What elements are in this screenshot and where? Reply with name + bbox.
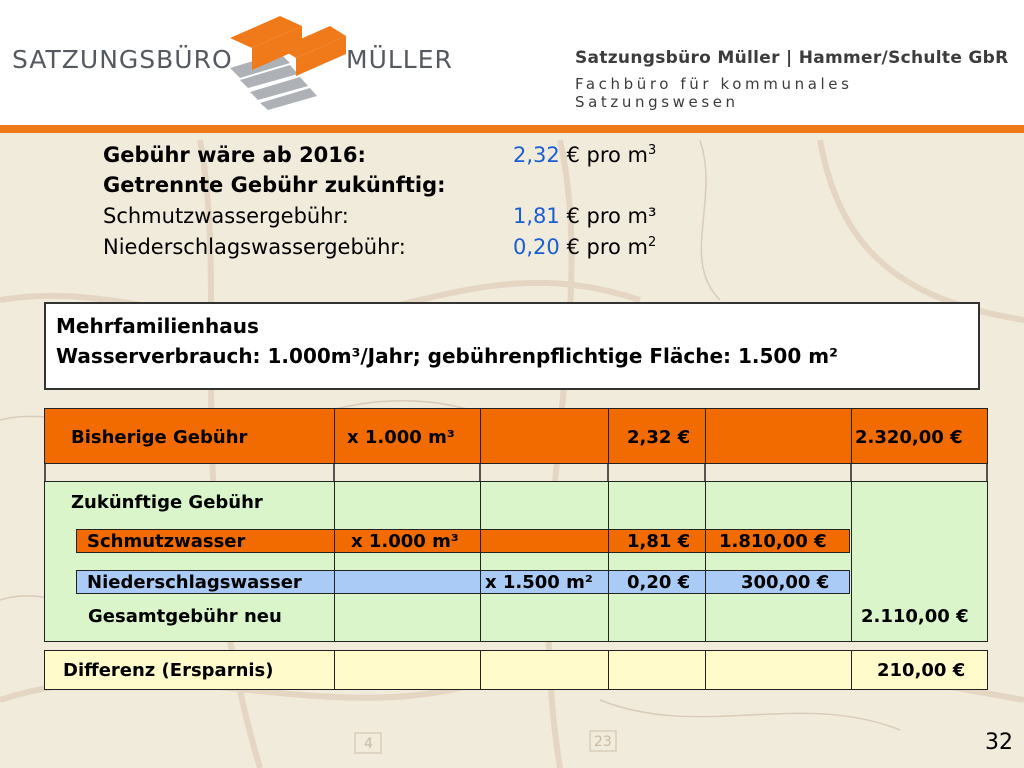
company-logo-icon (220, 8, 350, 118)
header (0, 0, 1024, 125)
rain-rate-exponent: 2 (647, 235, 657, 250)
future-fee-label: Zukünftige Gebühr (71, 492, 263, 513)
rain-rate: 0,20 € (627, 572, 691, 593)
new-total-value: 2.110,00 € (861, 606, 969, 627)
split-rate-heading: Getrennte Gebühr zukünftig: (103, 173, 446, 197)
sewage-amount: 1.810,00 € (719, 531, 827, 552)
table-cell (335, 482, 481, 641)
svg-text:23: 23 (594, 734, 612, 750)
table-cell (335, 651, 481, 689)
table-cell (706, 482, 852, 641)
combined-rate-value-group (513, 143, 656, 167)
previous-fee-row (44, 408, 988, 464)
rain-rate-value-group (513, 235, 656, 259)
difference-row (44, 650, 988, 690)
table-cell (609, 651, 706, 689)
difference-label: Differenz (Ersparnis) (63, 660, 274, 681)
sewage-rate-line (103, 204, 657, 228)
rain-rate-label: Niederschlagswassergebühr: (103, 235, 406, 259)
new-total-label: Gesamtgebühr neu (88, 606, 282, 627)
sewage-label: Schmutzwasser (87, 531, 246, 552)
combined-rate-line (103, 143, 657, 167)
row-connector (44, 464, 988, 482)
table-cell (609, 482, 706, 641)
previous-fee-rate: 2,32 € (627, 427, 691, 448)
header-divider (0, 125, 1024, 133)
rain-rate-value: 0,20 (513, 235, 560, 259)
house-usage: Wasserverbrauch: 1.000m³/Jahr; gebührenpflichtige Fläche: 1.500 m² (56, 344, 838, 368)
table-cell (335, 571, 481, 593)
rain-amount: 300,00 € (741, 572, 830, 593)
logo-text-left: SATZUNGSBÜRO (12, 45, 233, 74)
rain-rate-line (103, 235, 657, 259)
logo-text-right: MÜLLER (346, 45, 453, 74)
svg-text:4: 4 (364, 736, 373, 752)
table-cell (481, 409, 609, 463)
combined-rate-label: Gebühr wäre ab 2016: (103, 143, 366, 167)
firm-subtitle: Fachbüro für kommunales Satzungswesen (575, 75, 853, 111)
combined-rate-unit: € pro m (566, 143, 648, 167)
previous-fee-qty: x 1.000 m³ (347, 427, 455, 448)
rain-label: Niederschlagswasser (87, 572, 302, 593)
rain-row (76, 570, 850, 594)
sewage-rate-label: Schmutzwassergebühr: (103, 204, 349, 228)
combined-rate-value: 2,32 (513, 143, 560, 167)
difference-value: 210,00 € (877, 660, 966, 681)
sewage-qty: x 1.000 m³ (351, 531, 459, 552)
sewage-row (76, 529, 850, 553)
table-cell (481, 482, 609, 641)
table-cell (481, 651, 609, 689)
sewage-rate: 1,81 € (627, 531, 691, 552)
firm-title: Satzungsbüro Müller | Hammer/Schulte GbR (575, 48, 1009, 68)
table-cell (706, 409, 852, 463)
table-cell (706, 651, 852, 689)
house-type: Mehrfamilienhaus (56, 314, 259, 338)
rain-rate-unit: € pro m (566, 235, 648, 259)
split-rate-heading-line (103, 173, 446, 197)
previous-fee-total: 2.320,00 € (855, 427, 963, 448)
sewage-rate-unit: € pro m³ (566, 204, 657, 228)
house-info-box (44, 302, 980, 390)
table-cell (481, 530, 609, 552)
sewage-rate-value-group (513, 204, 656, 228)
sewage-rate-value: 1,81 (513, 204, 560, 228)
combined-rate-exponent: 3 (647, 143, 657, 158)
rain-qty: x 1.500 m² (485, 572, 593, 593)
future-fee-block (44, 481, 988, 642)
page-number: 32 (985, 730, 1013, 755)
previous-fee-label: Bisherige Gebühr (71, 427, 248, 448)
